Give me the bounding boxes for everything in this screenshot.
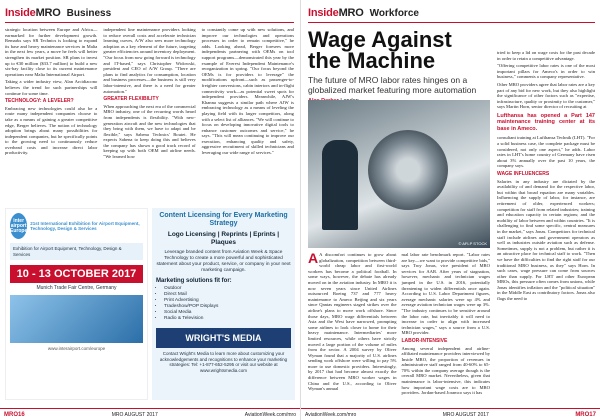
lower-article-columns: [308, 252, 490, 406]
list-item: • Direct Mail: [164, 292, 291, 298]
article-photo: [308, 100, 490, 248]
site-link[interactable]: AviationWeek.com/mro: [305, 411, 357, 418]
list-item: • Print Advertising: [164, 298, 291, 304]
brand-logo: InsideMRO: [308, 7, 364, 19]
inter-airport-logo-icon: inter airport Europe: [10, 213, 27, 239]
issue-label: MRO AUGUST 2017: [111, 411, 158, 418]
paragraph: When approaching the next era of the commercial MRO industry, one of the recurring words heard from independents is flexibility. "With new-generation aircraft and the new technologies that they bring with them, we have to adapt and be flexible," says Sabena Technics' Boutet. He expects Sabena to keep doing this and believes the company has shown a good track record of keeping up with both OEM and airline needs. "We learned how: [103, 103, 196, 160]
inter-airport-advertisement[interactable]: [5, 208, 148, 400]
section-label: Workforce: [369, 7, 419, 19]
paragraph: Taking a wider industry view, Alan Arcidiacono believes the trend for such partnerships will continue for some time.: [5, 79, 98, 96]
article-column-3: [202, 27, 294, 212]
wrights-media-advertisement[interactable]: [152, 208, 295, 400]
paragraph: Among several independent and airline-affiliated maintenance providers interviewed by Inside MRO, the proportion of revenues in administrative staff ranged from 40-60% to 65-70% within the company average though is the overall MRO market. Nevertheless, given that maintenance is labor-intensive, this indicates how important wage costs are to MRO providers. Jordan-based Joramco says it has: [401, 345, 490, 396]
left-article-columns: [5, 27, 294, 212]
wrights-media-logo: WRIGHT'S MEDIA: [156, 328, 291, 348]
ad-contact[interactable]: Contact Wright's Media to learn more about customizing your acknowledgements and recognitions to enhance your marketing strategies: Tel: +1-877-652-5295 or visit our website at www.wrightsmedia.com: [159, 351, 288, 373]
list-item: • Social Media: [164, 310, 291, 316]
list-item: • Tradeshow/POP Displays: [164, 304, 291, 310]
subheading: LABOR-INTENSIVE: [401, 337, 448, 344]
page-number: MRO17: [575, 411, 596, 418]
ad-image: [10, 295, 143, 343]
subheading: TECHNOLOGY: A LEVELER?: [5, 98, 74, 105]
paragraph: independent line maintenance providers looking to reduce overall costs and accelerate technician learning curves, A/W also sees more technology adoption as a key element of the future, targeting greater efficiencies around inventory deployment. "Our focus from now going forward is technology and IT-based," says Christopher Widowski, president and CEO of A/W Group. "There are plans to find analytics for consumption, location and business processes—the business is still very labor-intensive, and there is a need for greater automation.": [103, 27, 196, 94]
paragraph: A A discomfort continues to grow about globalization, competition between third-world cheap labor and first-world workers has become a political football. In some ways, however, the debate has already moved on in the aviation industry. In MRO it is now seven years since United Airlines outsourced Boeing 737 and 777 heavy maintenance to Ameco Beijing and six years since Qantas engineers staged strikes over the airline's plans to move work offshore. Since those days, MRO wage differentials between Asia and the West have narrowed, prompting some airlines to look closer to home for their heavy maintenance. Intermediaries' more limited resources, while others have strictly moved a large portion of the volume of miles from the sector. A 2004 survey by Oliver Wyman found that a majority of U.S. airlines sending work offshore were willing to pay 5% more to use domestic providers. Interestingly, by 2017 that had become almost exactly the difference between MRO worker wages in China and the U.S., according to Oliver Wyman's annual: [308, 252, 397, 392]
left-footer: [0, 408, 300, 420]
brand-logo: InsideMRO: [5, 7, 61, 19]
site-link[interactable]: AviationWeek.com/mro: [244, 411, 296, 418]
article-column-2: [402, 252, 491, 406]
paragraph: strategic location between Europe and Africa—earmarked for further development growth. Remarks says SR Technics is looking to expand its base and heavy maintenance services in Malta in the next few years, a move he feels will better strengthen its market position. SR plans to invest up to €30 million ($33.7 million) to build a new six-bay facility close to its current maintenance operations near Malta International Airport.: [5, 27, 98, 77]
ad-pitch: Leverage branded content from Aviation Week & Space Technology to create a more powerful and sophisticated statement about your product, service, or company in your next marketing campaign.: [156, 250, 291, 273]
pull-quote: Lufthansa has opened a Part 147 maintenance training center at its base in Ameco.: [497, 112, 595, 132]
engine-image: [368, 130, 448, 210]
paragraph: Embracing new technologies could also be a route many independent companies choose to take as a means of gaining a greater competitive edge, Berger believes. The notion of technology adoption brings about many possibilities for independent companies, but he specifically points to the growing need to continuously reduce overhead costs and increase direct labor productivity.: [5, 105, 98, 156]
ad-venue: Munich Trade Fair Centre, Germany: [36, 285, 117, 291]
list-item: • Outdoor: [164, 286, 291, 292]
right-sidebar-column: [497, 50, 595, 304]
article-column-2: [103, 27, 195, 212]
technician-figure: [322, 140, 358, 230]
ad-title: Content Licensing for Every Marketing Strategy: [159, 212, 288, 227]
ad-url-link[interactable]: www.interairport.com/europe: [47, 346, 106, 351]
section-label: Business: [66, 7, 112, 19]
list-item: • Radio & Television: [164, 316, 291, 322]
ad-options-list: [156, 286, 291, 322]
right-page: [300, 0, 600, 420]
headline-block: [308, 29, 490, 104]
article-column-1: [5, 27, 97, 212]
right-masthead: [308, 4, 595, 23]
ad-logo: [10, 213, 143, 239]
paragraph: to constantly come up with new solutions, and improve our technologies and operations processes in order to remain competitive," he adds. Looking ahead, Berger foresees more independents partnering with OEMs on tool support programs—demonstrated this year by the example of Everest Independent Maintenance's reorganization in spring. "Our focus beyond the OEMs is for providers to leverage" the modifications upfront—such as passenger-to-freighter conversions, cabin interiors and in-flight connectivity work—as potential sweet spots for independent providers. Meanwhile, AJW's Khanna suggests a similar path where AJW is embracing technology as a means of leveling the playing field with its larger competitors, along with a select list of alliances. "We will continue to focus on developing innovative digital tools to enhance customer outcomes and service," he says. "This will mean continuing to improve our execution, enhancing quality and safety, aggressive recruitment of skilled technicians and leveraging our wide range of services.": [201, 27, 294, 156]
paragraph: consultant training at Lufthansa Technik (LHT). "For a solid business case, the complete package must be considered, not only one aspect," he adds. Labor rates in LHT's home country of Germany have risen about 3% annually over the past 10 years, the company says.: [497, 135, 595, 169]
ad-dates: 10 - 13 OCTOBER 2017: [10, 265, 143, 283]
subheading: WAGE INFLUENCERS: [497, 171, 550, 177]
paragraph: "Offering competitive labor rates is one of the most important pillars for Ameco's in order to win business," comments a company representative.: [497, 63, 595, 80]
article-headline: Wage Against the Machine: [308, 27, 452, 73]
ad-tagline: 21st International Exhibition for Airport Equipment, Technology, Design & Services: [30, 221, 140, 231]
paragraph: Salaries in any industry are dictated by the availability of and demand for the respective labor, but within that broad equation are many variables. Influencing the supply of labor, for instance, are retirement of older, experienced workers; competition for staff from related industries; training and education capacity in certain regions; and the mobility of labor between and within countries. "It is challenging to find some specific, central measures in the market," says Jonas. Competitors for technical staff include airlines and government operators as well as industries outside aviation such as defense. Sometimes, supply is not a problem, but rather it is an attractive place for technical staff to work. "Then we have the difficulties to find the right staff for our traditional MRO business, as they" says Horn. In such cases, wage pressure can come from sources other than supply. For LHT and other European MROs, this pressure often comes from unions, while Jonas identifies inflation and the "political situation" in the Middle East as contributory factors. Jonas also flags the need to: [497, 178, 595, 302]
article-column-1: [308, 252, 397, 406]
paragraph: Other MRO providers agree that labor rates are a key part of any bid for new work, but they also highlight the significance of other factors such as "expertise, infrastructure, quality or proximity to the customer," says Martin Horn, senior director of recruiting at: [497, 81, 595, 110]
right-footer: [301, 408, 600, 420]
article-deck: The future of MRO labor rates hinges on a globalized market featuring more automation: [308, 75, 477, 95]
photo-credit: © AFLP STOCK: [458, 241, 487, 246]
paragraph: mal labor rate benchmark report. "Labor rates are key—we want to provide competitive bids," says Troy Jonas, vice president of MRO services for AAR. After years of stagnation, however, mechanic and technician wages jumped in the U.S. in 2016, potentially threatening to widen differentials once again. According to U.S. Labor Department figures, average mechanic salaries were up 4% and average aviation technician wages were up 3%. "The industry continues to be sensitive around the labor rate, but inevitably it will need to increase in order to align with increased technician wages," says a source from a U.S. MRO provider.: [401, 252, 490, 336]
subheading: GREATER FLEXIBILITY: [103, 96, 159, 103]
ad-licensing-options: Logo Licensing | Reprints | Eprints | Plaques: [167, 231, 280, 246]
issue-label: MRO AUGUST 2017: [442, 411, 489, 418]
left-masthead: [5, 4, 294, 23]
ad-marketing-label: Marketing solutions fit for:: [156, 278, 232, 284]
paragraph: tried to keep a lid on wage costs for the past decade in order to retain a competitive advantage.: [497, 50, 595, 61]
drop-cap: A: [308, 252, 319, 266]
ad-banner-text: Exhibition for Airport Equipment, Technology, Design & Services: [10, 243, 143, 260]
page-number: MRO16: [4, 411, 25, 418]
